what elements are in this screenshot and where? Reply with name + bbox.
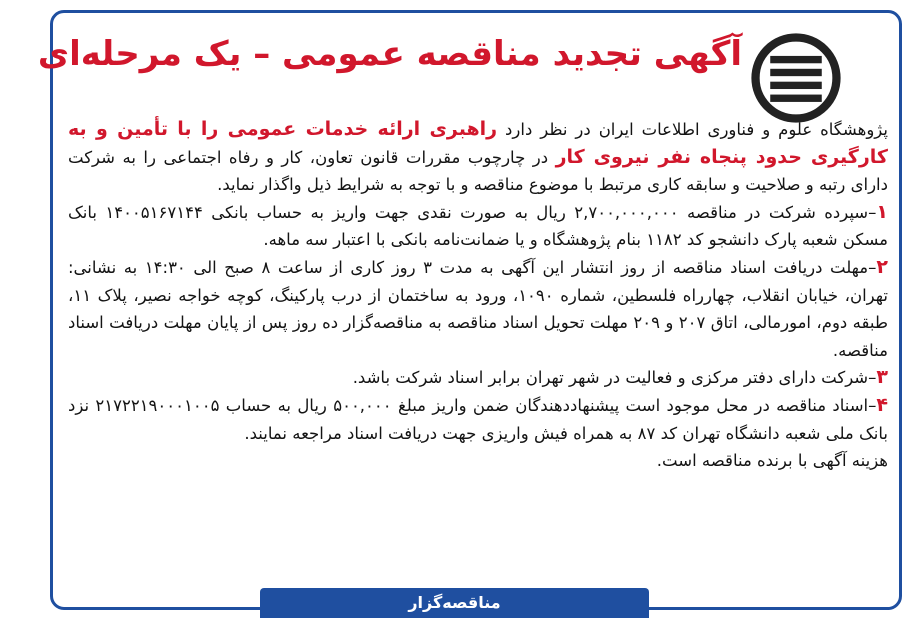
condition-item-2 xyxy=(68,254,888,364)
item-number: ۴ xyxy=(876,393,888,416)
signature-label: مناقصه‌گزار xyxy=(408,593,501,612)
item-text: –شرکت دارای دفتر مرکزی و فعالیت در شهر تهران برابر اسناد شرکت باشد. xyxy=(352,368,877,388)
intro-highlight: راهبری ارائه خدمات عمومی را با تأمین و به کارگیری حدود پنجاه نفر نیروی کار xyxy=(68,118,888,168)
institute-logo-icon xyxy=(750,32,842,124)
signature-bar xyxy=(260,588,649,618)
notice-header xyxy=(37,12,902,98)
condition-item-3 xyxy=(68,364,888,392)
item-text: –مهلت دریافت اسناد مناقصه از روز انتشار این آگهی به مدت ۳ روز کاری از ساعت ۸ صبح الی ۱۴:۳۰ به نشانی: تهران، خیابان انقلاب، چهارراه فلسطین، شماره ۱۰۹۰، ورود به ساختمان از درب پارکینگ، کوچه خواجه نصیر، پلاک ۱۱، طبقه دوم، امورمالی، اتاق ۲۰۷ و ۲۰۹ مهلت تحویل اسناد مناقصه به مناقصه‌گزار ده روز پس از پایان مهلت دریافت اسناد مناقصه. xyxy=(68,257,888,360)
notice-title: آگهی تجدید مناقصه عمومی – یک مرحله‌ای xyxy=(37,34,742,74)
item-number: ۱ xyxy=(876,200,888,223)
item-text: –اسناد مناقصه در محل موجود است پیشنهاددهندگان ضمن واریز مبلغ ۵۰۰,۰۰۰ ریال به حساب ۲۱۷۲۲۱۹۰۰۰۱۰۰۵ نزد بانک ملی شعبه دانشگاه تهران کد ۸۷ به همراه فیش واریزی جهت دریافت اسناد مراجعه نمایند. xyxy=(68,395,888,443)
item-number: ۳ xyxy=(876,366,888,389)
condition-item-1 xyxy=(68,199,888,254)
item-text: –سپرده شرکت در مناقصه ۲,۷۰۰,۰۰۰,۰۰۰ ریال به صورت نقدی جهت واریز به حساب بانکی ۱۴۰۰۵۱۶۷۱۴۴ بانک مسکن شعبه پارک دانشجو کد ۱۱۸۲ بنام پژوهشگاه و یا ضمانت‌نامه بانکی با اعتبار سه ماهه. xyxy=(68,202,888,250)
condition-item-4 xyxy=(68,392,888,447)
intro-part-1: پژوهشگاه علوم و فناوری اطلاعات ایران در نظر دارد xyxy=(497,120,888,139)
intro-paragraph xyxy=(68,116,888,199)
notice-body xyxy=(68,116,888,475)
closing-note: هزینه آگهی با برنده مناقصه است. xyxy=(656,451,888,471)
item-number: ۲ xyxy=(876,255,888,278)
intro-part-2: در چارچوب مقررات قانون تعاون، کار و رفاه اجتماعی را به شرکت دارای رتبه و صلاحیت و سابقه کاری مرتبط با موضوع مناقصه و با توجه به شرایط ذیل واگذار نماید. xyxy=(68,147,888,195)
